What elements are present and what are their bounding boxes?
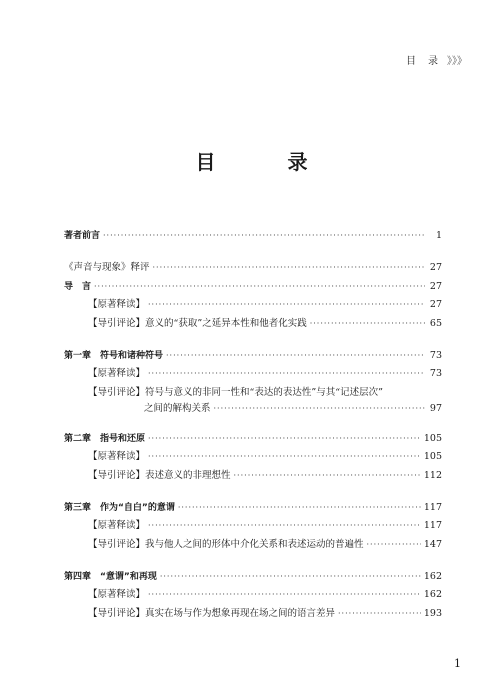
toc-entry-introduction[interactable]: [64, 280, 442, 298]
toc-page-number: 105: [423, 451, 442, 463]
toc-page-number: 112: [423, 469, 442, 481]
toc-entry-label: 《声音与现象》释评: [64, 262, 150, 274]
toc-page-number: 97: [429, 402, 442, 414]
page-title: 目 录: [195, 150, 334, 174]
toc-page-number: 193: [423, 607, 442, 619]
toc-entry-label: 【原著释读】: [88, 299, 146, 311]
toc-page-number: 27: [429, 262, 442, 274]
toc-entry-chapter-1[interactable]: [64, 349, 442, 367]
toc-entry-chapter-3[interactable]: [64, 501, 442, 519]
leader-dots: [148, 450, 421, 464]
toc-entry-label: 著者前言: [64, 231, 101, 241]
leader-dots: [148, 519, 421, 533]
leader-dots: [160, 570, 421, 584]
toc-entry-comment[interactable]: [64, 386, 442, 402]
leader-dots: [338, 607, 421, 621]
toc-entry-comment[interactable]: [64, 469, 442, 487]
toc-entry-label: 【原著释读】: [88, 520, 146, 532]
toc-entry-label: 【导引评论】符号与意义的非同一性和“表达的表达性”与其“记述层次”: [88, 386, 383, 398]
leader-dots: [148, 298, 425, 312]
toc-entry-chapter-2[interactable]: [64, 432, 442, 450]
toc-entry-label: 导 言: [64, 281, 92, 292]
leader-dots: [148, 432, 421, 446]
toc-entry-commentary[interactable]: [64, 261, 442, 279]
toc-entry-label: 第四章 “意谓”和再现: [64, 572, 157, 583]
toc-page-number: 117: [423, 501, 442, 513]
toc-entry-preface[interactable]: [64, 229, 442, 247]
toc-page-number: 147: [423, 538, 442, 550]
toc-page-number: 1: [435, 230, 442, 241]
toc-page-number: 73: [429, 368, 442, 380]
running-header-title: 目 录: [406, 56, 439, 67]
toc-entry-label: 【原著释读】: [88, 451, 146, 463]
toc-page-number: 73: [429, 349, 442, 361]
toc-page-number: 27: [429, 280, 442, 292]
toc-entry-reading[interactable]: [64, 519, 442, 537]
leader-dots: [178, 501, 421, 515]
leader-dots: [367, 538, 421, 552]
toc-entry-label: 【原著释读】: [88, 368, 146, 380]
running-header: [406, 52, 467, 67]
toc-entry-reading[interactable]: [64, 367, 442, 385]
toc-page-number: 27: [429, 299, 442, 311]
toc-entry-comment[interactable]: [64, 607, 442, 625]
toc-page-number: 65: [429, 317, 442, 329]
toc-page-number: 117: [423, 520, 442, 532]
toc-entry-label: 【导引评论】真实在场与作为想象再现在场之间的语言差异: [88, 607, 336, 619]
toc-entry-label: 第一章 符号和诸种符号: [64, 350, 164, 361]
leader-dots: [234, 469, 421, 483]
toc-page-number: 162: [423, 589, 442, 601]
table-of-contents: [64, 229, 442, 625]
leader-dots: [148, 588, 421, 602]
toc-entry-reading[interactable]: [64, 450, 442, 468]
leader-dots: [214, 402, 425, 416]
toc-entry-label: 【导引评论】表述意义的非理想性: [88, 469, 231, 481]
leader-dots: [310, 317, 425, 331]
toc-entry-comment[interactable]: [64, 317, 442, 335]
toc-entry-label: 第二章 指号和还原: [64, 433, 146, 444]
toc-entry-chapter-4[interactable]: [64, 570, 442, 588]
leader-dots: [153, 261, 425, 275]
toc-entry-comment[interactable]: [64, 538, 442, 556]
leader-dots: [148, 367, 425, 381]
toc-entry-label: 【原著释读】: [88, 589, 146, 601]
toc-entry-label: 【导引评论】意义的“获取”之延异本性和他者化实践: [88, 317, 307, 329]
running-header-marker: 》》》: [447, 56, 467, 67]
toc-entry-reading[interactable]: [64, 298, 442, 316]
leader-dots: [103, 229, 425, 243]
leader-dots: [94, 280, 425, 294]
toc-entry-label: 【导引评论】我与他人之间的形体中介化关系和表述运动的普遍性: [88, 538, 364, 550]
toc-entry-reading[interactable]: [64, 588, 442, 606]
toc-page-number: 162: [423, 571, 442, 583]
toc-entry-continuation[interactable]: [64, 402, 442, 418]
toc-page-number: 105: [423, 432, 442, 444]
toc-entry-label-continued: 之间的解构关系: [144, 402, 211, 414]
leader-dots: [166, 349, 425, 363]
toc-entry-label: 第三章 作为“自白”的意谓: [64, 502, 175, 513]
page-number: 1: [454, 657, 461, 670]
